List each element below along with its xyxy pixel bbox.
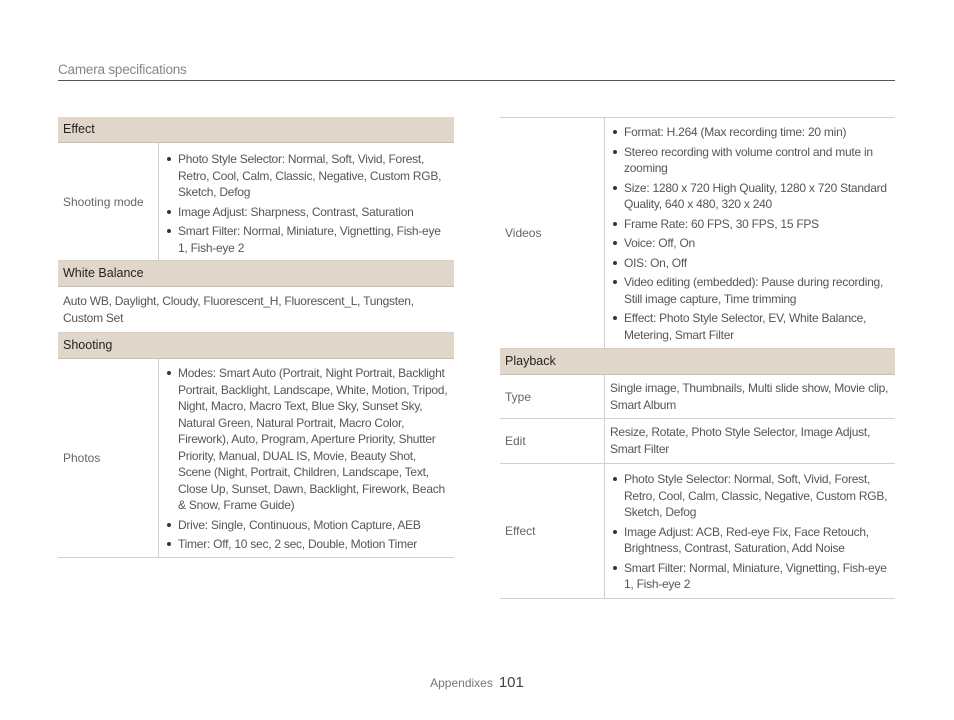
section-header-effect: Effect [58, 117, 454, 143]
list-item: Image Adjust: ACB, Red-eye Fix, Face Retouch, Brightness, Contrast, Saturation, Add Noise [610, 524, 889, 557]
row-value: Single image, Thumbnails, Multi slide show, Movie clip, Smart Album [610, 381, 889, 412]
row-videos [500, 118, 895, 349]
list-item: Drive: Single, Continuous, Motion Capture, AEB [164, 517, 448, 534]
list-item: Size: 1280 x 720 High Quality, 1280 x 720 Standard Quality, 640 x 480, 320 x 240 [610, 180, 889, 213]
page-number: 101 [498, 674, 524, 691]
row-value: Resize, Rotate, Photo Style Selector, Image Adjust, Smart Filter [610, 425, 871, 456]
section-header-shooting: Shooting [58, 333, 454, 359]
list-item: Video editing (embedded): Pause during recording, Still image capture, Time trimming [610, 274, 889, 307]
page-footer [0, 674, 954, 691]
footer-section: Appendixes [430, 676, 493, 690]
row-label: Edit [500, 419, 605, 463]
page-title: Camera specifications [58, 62, 895, 81]
list-item: Effect: Photo Style Selector, EV, White Balance, Metering, Smart Filter [610, 310, 889, 343]
list-item: Smart Filter: Normal, Miniature, Vignetting, Fish-eye 1, Fish-eye 2 [164, 223, 448, 256]
row-value [159, 143, 454, 260]
list-item: Timer: Off, 10 sec, 2 sec, Double, Motion Timer [164, 536, 448, 553]
bullet-list [164, 365, 448, 553]
bullet-list [610, 471, 889, 593]
list-item: Stereo recording with volume control and mute in zooming [610, 144, 889, 177]
row-edit [500, 419, 895, 464]
row-type [500, 375, 895, 419]
row-label: Type [500, 375, 605, 418]
bullet-list [610, 124, 889, 343]
right-spec-table [500, 117, 895, 599]
list-item: Image Adjust: Sharpness, Contrast, Saturation [164, 204, 448, 221]
list-item: Frame Rate: 60 FPS, 30 FPS, 15 FPS [610, 216, 889, 233]
white-balance-value: Auto WB, Daylight, Cloudy, Fluorescent_H, Fluorescent_L, Tungsten, Custom Set [58, 287, 454, 333]
left-spec-table [58, 117, 454, 558]
list-item: Photo Style Selector: Normal, Soft, Vivid, Forest, Retro, Cool, Calm, Classic, Negative, Custom RGB, Sketch, Defog [164, 151, 448, 201]
row-value [605, 464, 895, 598]
row-shooting-mode [58, 143, 454, 261]
row-label: Videos [500, 118, 605, 348]
list-item: OIS: On, Off [610, 255, 889, 272]
bullet-list [164, 151, 448, 256]
section-header-playback: Playback [500, 349, 895, 375]
section-header-white-balance: White Balance [58, 261, 454, 287]
row-effect [500, 464, 895, 599]
list-item: Format: H.264 (Max recording time: 20 min) [610, 124, 889, 141]
row-label: Effect [500, 464, 605, 598]
row-value [159, 359, 454, 557]
row-label: Photos [58, 359, 159, 557]
row-label: Shooting mode [58, 143, 159, 260]
row-value [605, 118, 895, 348]
list-item: Photo Style Selector: Normal, Soft, Vivid, Forest, Retro, Cool, Calm, Classic, Negative, Custom RGB, Sketch, Defog [610, 471, 889, 521]
row-photos [58, 359, 454, 558]
list-item: Modes: Smart Auto (Portrait, Night Portrait, Backlight Portrait, Backlight, Landscape, White, Motion, Tripod, Night, Macro, Macro Text, Blue Sky, Sunset Sky, Natural Green, Natural Portrait, Macro Color, Firework), Auto, Program, Aperture Priority, Shutter Priority, Manual, DUAL IS, Movie, Beauty Shot, Scene (Night, Portrait, Children, Landscape, Text, Close Up, Sunset, Dawn, Backlight, Firework, Beach & Snow, Frame Guide) [164, 365, 448, 514]
list-item: Smart Filter: Normal, Miniature, Vignetting, Fish-eye 1, Fish-eye 2 [610, 560, 889, 593]
list-item: Voice: Off, On [610, 235, 889, 252]
